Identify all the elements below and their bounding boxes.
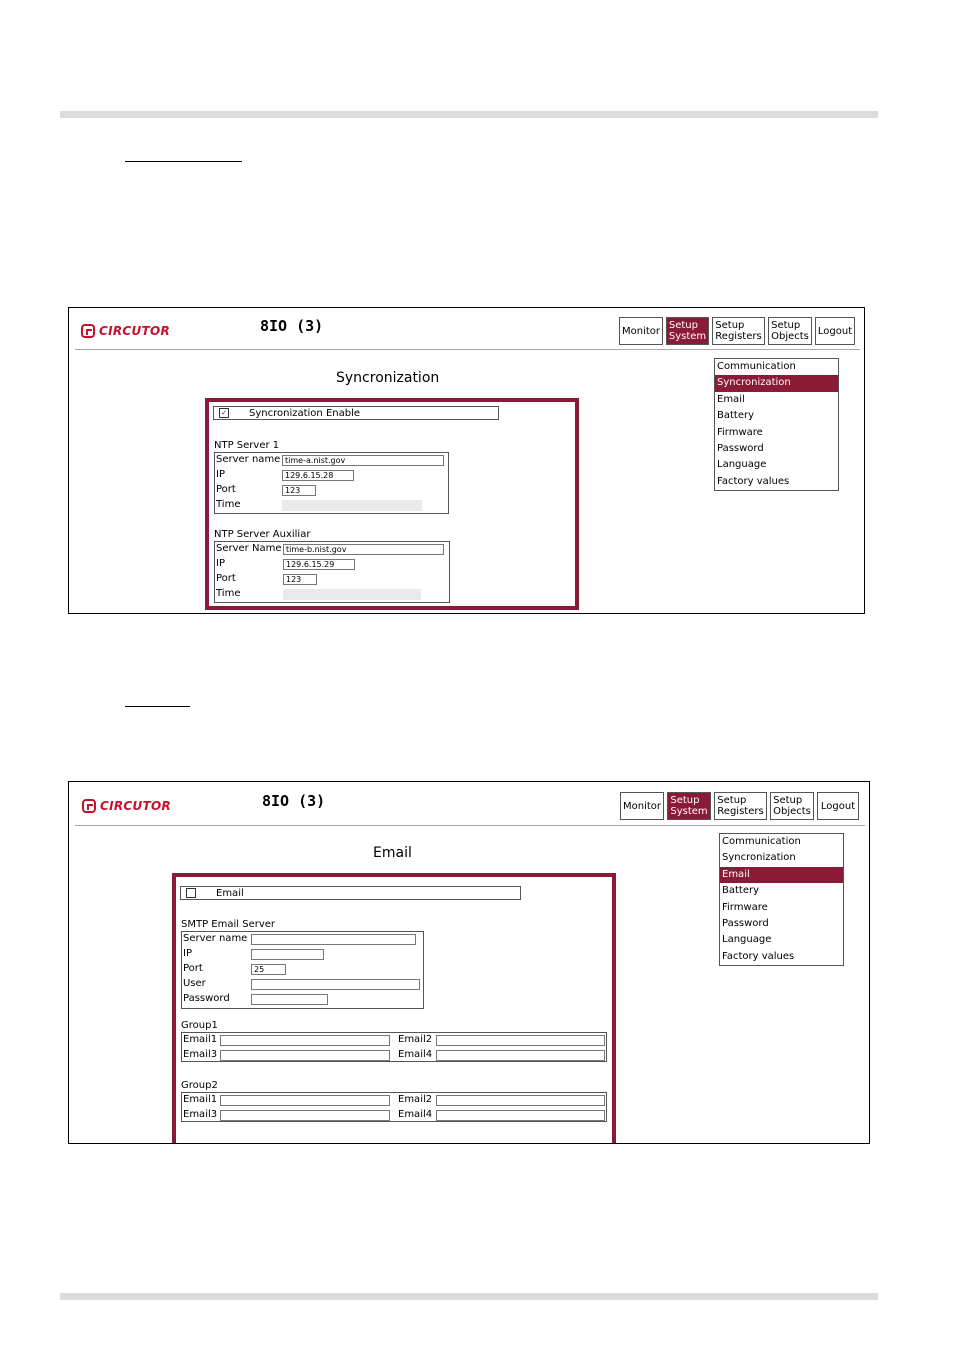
group1-email1-input[interactable] xyxy=(220,1035,390,1046)
menu-item-firmware[interactable]: Firmware xyxy=(722,901,768,913)
header-rule xyxy=(60,111,878,118)
email-screenshot xyxy=(68,781,870,1144)
nav-setup-system-button[interactable]: Setup System xyxy=(666,317,709,345)
ntp2-heading: NTP Server Auxiliar xyxy=(214,529,311,540)
sync-screenshot xyxy=(68,307,865,614)
circutor-logo xyxy=(81,324,170,338)
nav-logout-button[interactable]: Logout xyxy=(815,317,855,345)
heading-underline-1 xyxy=(125,161,242,162)
ntp2-time-label: Time xyxy=(216,588,241,599)
group2-email1-input[interactable] xyxy=(220,1095,390,1106)
footer-rule xyxy=(60,1293,878,1300)
sync-enable-label: Syncronization Enable xyxy=(249,407,361,419)
nav-setup-objects-button[interactable]: Setup Objects xyxy=(768,317,812,345)
ntp1-port-label: Port xyxy=(216,484,236,495)
group1-email3-label: Email3 xyxy=(183,1049,218,1060)
menu-item-syncronization[interactable]: Syncronization xyxy=(715,375,838,391)
ntp1-server-label: Server name xyxy=(216,454,281,465)
brand-name: CIRCUTOR xyxy=(100,799,172,813)
ntp1-server-input[interactable]: time-a.nist.gov xyxy=(282,455,444,466)
smtp-password-input[interactable] xyxy=(251,994,328,1005)
email-enable-label: Email xyxy=(216,887,244,899)
smtp-ip-label: IP xyxy=(183,948,192,959)
menu-item-communication[interactable]: Communication xyxy=(717,361,796,372)
top-nav xyxy=(620,792,859,820)
group2-email2-label: Email2 xyxy=(398,1094,433,1105)
app-title: 8IO (3) xyxy=(260,317,324,335)
email-form xyxy=(172,873,616,1144)
header-divider xyxy=(75,349,860,350)
group2-email1-label: Email1 xyxy=(183,1094,218,1105)
menu-item-language[interactable]: Language xyxy=(717,459,767,471)
sync-enable-checkbox[interactable]: ✓ xyxy=(219,408,229,418)
group2-email4-input[interactable] xyxy=(436,1110,605,1121)
ntp2-server-input[interactable]: time-b.nist.gov xyxy=(283,544,444,555)
ntp1-heading: NTP Server 1 xyxy=(214,440,280,451)
section-title: Email xyxy=(373,845,412,861)
sync-form xyxy=(205,398,579,610)
ntp2-port-label: Port xyxy=(216,573,236,584)
menu-item-language[interactable]: Language xyxy=(722,934,772,946)
nav-monitor-button[interactable]: Monitor xyxy=(619,317,663,345)
group1-email3-input[interactable] xyxy=(220,1050,390,1061)
group1-email4-label: Email4 xyxy=(398,1049,433,1060)
group2-heading: Group2 xyxy=(181,1080,218,1091)
ntp2-group xyxy=(214,541,450,603)
ntp1-group xyxy=(214,452,449,514)
menu-item-password[interactable]: Password xyxy=(722,917,769,929)
nav-setup-registers-button[interactable]: Setup Registers xyxy=(714,792,767,820)
menu-item-factory-values[interactable]: Factory values xyxy=(722,950,795,962)
smtp-password-label: Password xyxy=(183,993,230,1004)
nav-setup-system-button[interactable]: Setup System xyxy=(667,792,711,820)
ntp2-time-field xyxy=(283,589,421,600)
ntp1-time-label: Time xyxy=(216,499,241,510)
section-title: Syncronization xyxy=(336,370,440,386)
app-title: 8IO (3) xyxy=(262,792,326,810)
email-enable-checkbox[interactable] xyxy=(186,888,196,898)
smtp-port-input[interactable]: 25 xyxy=(251,964,286,975)
nav-setup-registers-button[interactable]: Setup Registers xyxy=(712,317,765,345)
group2-email4-label: Email4 xyxy=(398,1109,433,1120)
menu-item-battery[interactable]: Battery xyxy=(717,410,755,422)
top-nav xyxy=(619,317,855,345)
group1-email4-input[interactable] xyxy=(436,1050,605,1061)
smtp-server-input[interactable] xyxy=(251,934,416,945)
ntp1-ip-input[interactable]: 129.6.15.28 xyxy=(282,470,354,481)
email-enable-row xyxy=(180,886,521,900)
ntp1-port-input[interactable]: 123 xyxy=(282,485,316,496)
smtp-port-label: Port xyxy=(183,963,203,974)
circutor-logo-icon xyxy=(81,324,95,338)
nav-logout-button[interactable]: Logout xyxy=(817,792,859,820)
group2-table xyxy=(181,1092,607,1122)
ntp2-ip-label: IP xyxy=(216,558,225,569)
brand-name: CIRCUTOR xyxy=(99,324,171,338)
menu-item-communication[interactable]: Communication xyxy=(722,836,801,847)
menu-item-password[interactable]: Password xyxy=(717,442,764,454)
group1-table xyxy=(181,1032,607,1062)
smtp-user-input[interactable] xyxy=(251,979,420,990)
smtp-ip-input[interactable] xyxy=(251,949,324,960)
menu-item-email[interactable]: Email xyxy=(717,393,745,405)
group2-email2-input[interactable] xyxy=(436,1095,605,1106)
heading-underline-2 xyxy=(125,706,190,707)
smtp-server-label: Server name xyxy=(183,933,248,944)
group1-email2-input[interactable] xyxy=(436,1035,605,1046)
menu-item-battery[interactable]: Battery xyxy=(722,885,760,897)
ntp2-ip-input[interactable]: 129.6.15.29 xyxy=(283,559,355,570)
nav-setup-objects-button[interactable]: Setup Objects xyxy=(770,792,814,820)
group1-heading: Group1 xyxy=(181,1020,218,1031)
group2-email3-label: Email3 xyxy=(183,1109,218,1120)
menu-item-firmware[interactable]: Firmware xyxy=(717,426,763,438)
menu-item-factory-values[interactable]: Factory values xyxy=(717,475,790,487)
menu-item-email[interactable]: Email xyxy=(720,867,843,883)
ntp1-ip-label: IP xyxy=(216,469,225,480)
setup-menu xyxy=(714,358,839,491)
menu-item-syncronization[interactable]: Syncronization xyxy=(722,852,796,864)
circutor-logo xyxy=(82,799,171,813)
ntp1-time-field xyxy=(282,500,422,511)
circutor-logo-icon xyxy=(82,799,96,813)
smtp-group xyxy=(181,931,424,1009)
setup-menu xyxy=(719,833,844,966)
nav-monitor-button[interactable]: Monitor xyxy=(620,792,664,820)
sync-enable-row xyxy=(213,406,499,420)
ntp2-port-input[interactable]: 123 xyxy=(283,574,317,585)
header-divider xyxy=(75,825,865,826)
ntp2-server-label: Server Name xyxy=(216,543,282,554)
smtp-user-label: User xyxy=(183,978,206,989)
group1-email2-label: Email2 xyxy=(398,1034,433,1045)
smtp-heading: SMTP Email Server xyxy=(181,919,276,930)
group1-email1-label: Email1 xyxy=(183,1034,218,1045)
group2-email3-input[interactable] xyxy=(220,1110,390,1121)
